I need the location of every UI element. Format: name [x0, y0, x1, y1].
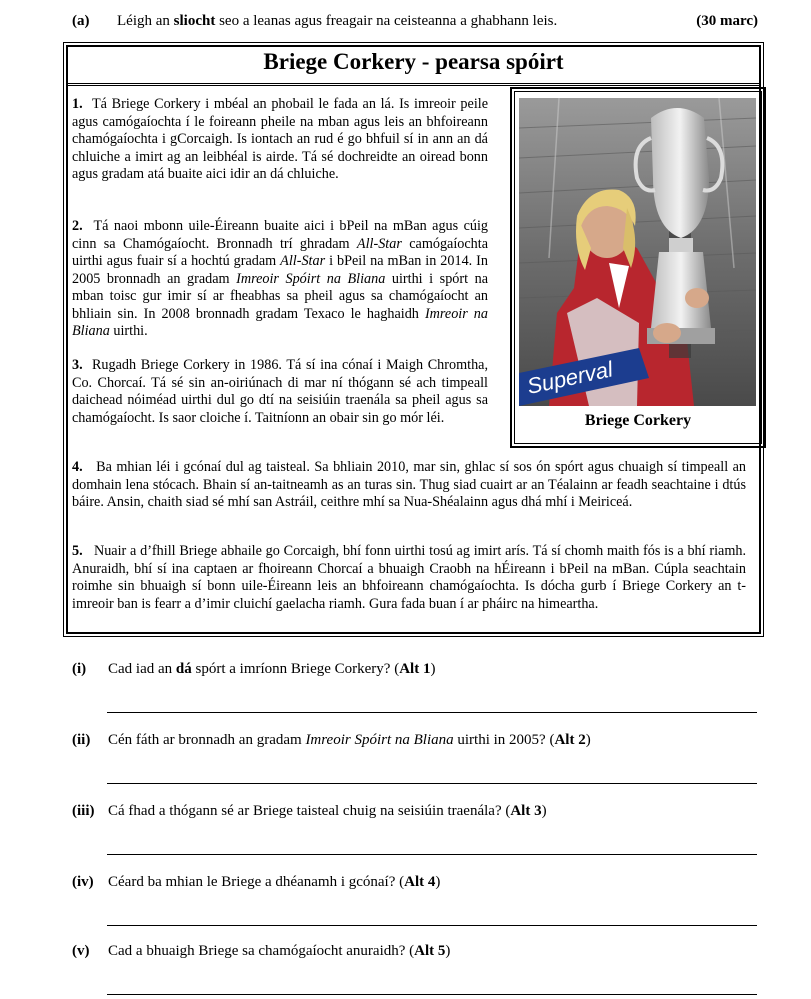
photo-caption: Briege Corkery	[584, 412, 692, 429]
marks-label: (30 marc)	[696, 13, 758, 29]
answer-line-ii[interactable]	[107, 783, 757, 784]
passage-title: Briege Corkery - pearsa spóirt	[263, 49, 564, 74]
paragraph-2: 2. Tá naoi mbonn uile-Éireann buaite aici i bPeil na mBan agus cúig cinn sa Chamógaíocht. Bronnadh trí ghradam All-Star camógaíochta uirthi agus fuair sí a hochtú gradam All-Star i bPeil na mBan in 2014. In 2005 bronnadh an gradam Imreoir Spóirt na Bliana uirthi i spórt na mban toisc gur imir sí ar fheabhas sa pheil agus sa chamógaíocht an bhliain sin. In 2008 bronnadh gradam Texaco le haghaidh Imreoir na Bliana uirthi.	[72, 218, 489, 339]
title-divider	[66, 83, 761, 86]
answer-line-iv[interactable]	[107, 925, 757, 926]
paragraph-1: 1. Tá Briege Corkery i mbéal an phobail le fada an lá. Is imreoir peile agus camógaíochta í le foireann pheile na mban agus leis an bhfoireann chamógaíochta i gCorcaigh. Is iontach an rud é go bhfuil sí in ann an dá chluiche a imirt ag an leibhéal is airde. Tá sé dochreidte an oiread bonn agus gradam atá buaite aici idir an dá chluiche.	[72, 96, 489, 182]
answer-line-i[interactable]	[107, 712, 757, 713]
paragraph-3: 3. Rugadh Briege Corkery in 1986. Tá sí ina cónaí i Maigh Chromtha, Co. Chorcaí. Tá sé sin an-oiriúnach di mar ní thógann sé ach timpeall daichead nóiméad uirthi dul go dtí na seisiúin traenála sa pheil agus sa chamógaíocht. Is saor cloiche í. Taitníonn an obair sin go mór léi.	[72, 357, 489, 426]
photo-illustration	[519, 98, 756, 406]
briege-corkery-photo	[519, 98, 756, 406]
paragraph-4: 4. Ba mhian léi i gcónaí dul ag taisteal. Sa bhliain 2010, mar sin, ghlac sí sos ón spórt agus chuaigh sí timpeall an domhain lena stócach. Bhain sí an-taitneamh as an turas sin. Thug siad cuairt ar an Téalainn ar feadh seachtaine i dtús báire. Ansin, chaith siad sé mhí san Astráil, ceithre mhí sa Nua-Shéalainn agus dhá mhí i Meiriceá.	[72, 459, 747, 510]
paragraph-5: 5. Nuair a d’fhill Briege abhaile go Corcaigh, bhí fonn uirthi tosú ag imirt arís. Tá sí chomh maith fós is a bhí riamh. Anuraidh, bhí sí ina captaen ar fhoireann Chorcaí a bhuaigh Craobh na hÉireann i bPeil na mBan. Cúpla seachtain roimhe sin bhuaigh sí bonn uile-Éireann leis an bhfoireann chamógaíochta. Is dócha gurb í Briege Corkery an t-imreoir ban is fearr a d’imir cluichí gaelacha riamh. Gura fada buan í ar pháirc na himeartha.	[72, 543, 747, 612]
question-label: (a)	[72, 13, 90, 29]
question-instruction: Léigh an sliocht seo a leanas agus freagair na ceisteanna a ghabhann leis.	[117, 13, 558, 29]
answer-line-iii[interactable]	[107, 854, 757, 855]
answer-line-v[interactable]	[107, 994, 757, 995]
banner-text: Superval	[524, 356, 615, 399]
question-header	[72, 13, 758, 33]
